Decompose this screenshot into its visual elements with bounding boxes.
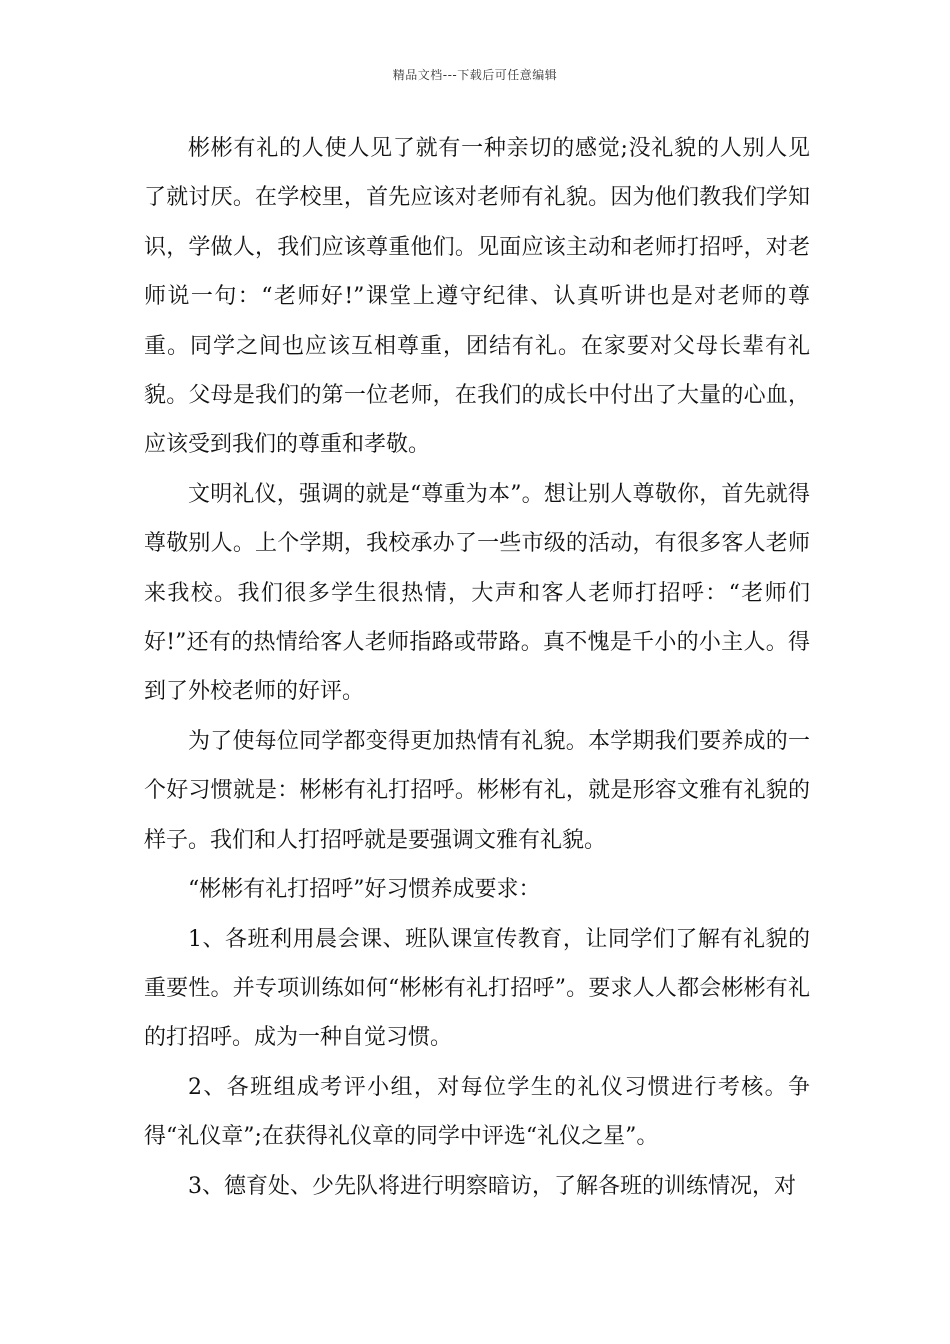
paragraph-requirement-3: 3、德育处、少先队将进行明察暗访，了解各班的训练情况，对 xyxy=(188,1173,796,1199)
paragraph-courtesy-intro: 彬彬有礼的人使人见了就有一种亲切的感觉;没礼貌的人别人见了就讨厌。在学校里，首先应该对老师有礼貌。因为他们教我们学知识，学做人，我们应该尊重他们。见面应该主动和老师打招呼，对老师说一句：“老师好!”课堂上遵守纪律、认真听讲也是对老师的尊重。同学之间也应该互相尊重，团结有礼。在家要对父母长辈有礼貌。父母是我们的第一位老师，在我们的成长中付出了大量的心血，应该受到我们的尊重和孝敬。 xyxy=(144,136,810,458)
paragraph-habit-goal: 为了使每位同学都变得更加热情有礼貌。本学期我们要养成的一个好习惯就是：彬彬有礼打招呼。彬彬有礼，就是形容文雅有礼貌的样子。我们和人打招呼就是要强调文雅有礼貌。 xyxy=(144,728,810,853)
paragraph-requirements-heading: “彬彬有礼打招呼”好习惯养成要求： xyxy=(188,877,541,903)
paragraph-respect: 文明礼仪，强调的就是“尊重为本”。想让别人尊敬你，首先就得尊敬别人。上个学期，我校承办了一些市级的活动，有很多客人老师来我校。我们很多学生很热情，大声和客人老师打招呼：“老师们好!”还有的热情给客人老师指路或带路。真不愧是千小的小主人。得到了外校老师的好评。 xyxy=(144,481,810,705)
page-header: 精品文档---下载后可任意编辑 xyxy=(392,68,558,82)
paragraph-requirement-1: 1、各班利用晨会课、班队课宣传教育，让同学们了解有礼貌的重要性。并专项训练如何“彬彬有礼打招呼”。要求人人都会彬彬有礼的打招呼。成为一种自觉习惯。 xyxy=(144,926,810,1051)
paragraph-requirement-2: 2、各班组成考评小组，对每位学生的礼仪习惯进行考核。争得“礼仪章”;在获得礼仪章的同学中评选“礼仪之星”。 xyxy=(144,1074,810,1150)
document-body xyxy=(144,124,810,1211)
